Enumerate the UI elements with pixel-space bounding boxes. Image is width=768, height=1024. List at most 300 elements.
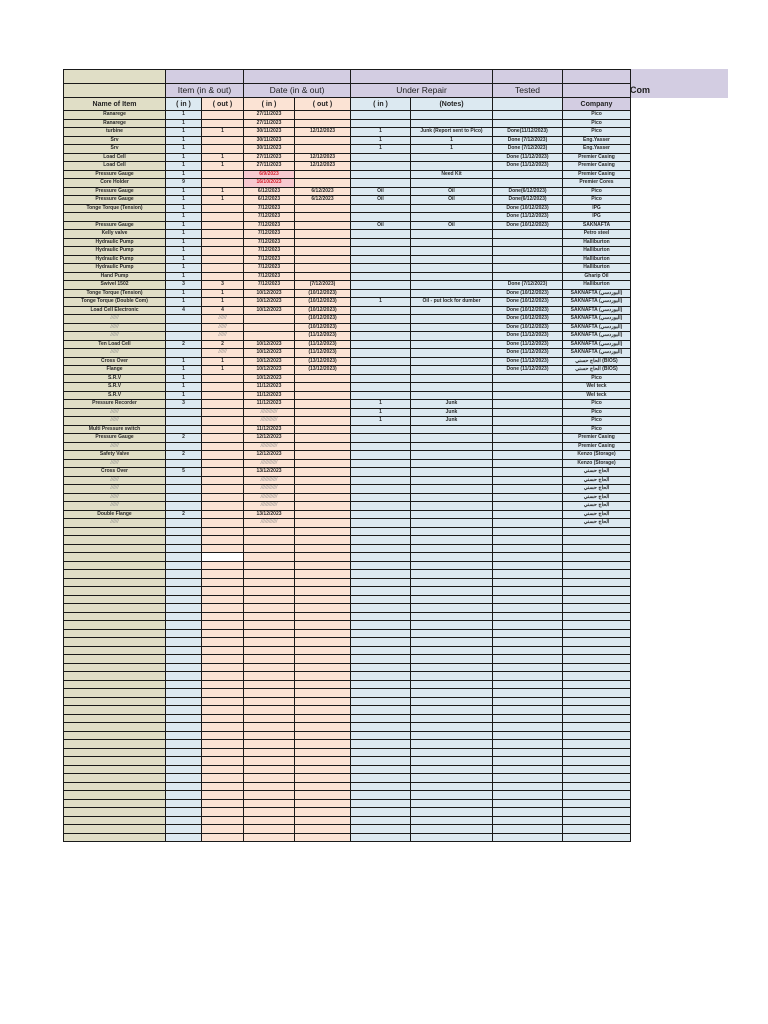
item-out-cell[interactable] bbox=[202, 179, 244, 188]
repair-notes-cell[interactable] bbox=[411, 476, 493, 485]
repair-in-cell[interactable] bbox=[351, 281, 411, 290]
item-out-empty-cell[interactable] bbox=[202, 689, 244, 698]
tested-cell[interactable] bbox=[493, 459, 563, 468]
date-out-cell[interactable]: 6/12/2023 bbox=[295, 196, 351, 205]
company-cell[interactable]: Eng.Yasser bbox=[563, 145, 631, 154]
company-empty-cell[interactable] bbox=[563, 655, 631, 664]
date-out-cell[interactable] bbox=[295, 493, 351, 502]
date-out-cell[interactable]: (10/12/2023) bbox=[295, 306, 351, 315]
item-out-cell[interactable] bbox=[202, 442, 244, 451]
item-name-empty-cell[interactable] bbox=[64, 782, 166, 791]
company-empty-cell[interactable] bbox=[563, 629, 631, 638]
item-in-empty-cell[interactable] bbox=[166, 833, 202, 842]
repair-notes-empty-cell[interactable] bbox=[411, 791, 493, 800]
date-in-empty-cell[interactable] bbox=[244, 689, 295, 698]
company-empty-cell[interactable] bbox=[563, 825, 631, 834]
repair-notes-cell[interactable] bbox=[411, 332, 493, 341]
repair-in-cell[interactable]: 1 bbox=[351, 298, 411, 307]
date-in-cell[interactable]: 13/12/2023 bbox=[244, 510, 295, 519]
date-out-cell[interactable]: 12/12/2023 bbox=[295, 153, 351, 162]
date-in-cell[interactable]: 12/12/2023 bbox=[244, 451, 295, 460]
repair-notes-empty-cell[interactable] bbox=[411, 638, 493, 647]
repair-in-cell[interactable] bbox=[351, 162, 411, 171]
date-in-cell[interactable]: 7/12/2023 bbox=[244, 264, 295, 273]
date-in-empty-cell[interactable] bbox=[244, 833, 295, 842]
company-cell[interactable]: الحاج حسني (BIOS) bbox=[563, 357, 631, 366]
company-empty-cell[interactable] bbox=[563, 808, 631, 817]
item-out-empty-cell[interactable] bbox=[202, 731, 244, 740]
item-name-empty-cell[interactable] bbox=[64, 765, 166, 774]
item-out-empty-cell[interactable] bbox=[202, 816, 244, 825]
repair-notes-cell[interactable]: Junk bbox=[411, 408, 493, 417]
date-in-empty-cell[interactable] bbox=[244, 825, 295, 834]
tested-cell[interactable] bbox=[493, 272, 563, 281]
date-out-empty-cell[interactable] bbox=[295, 612, 351, 621]
item-out-cell[interactable] bbox=[202, 145, 244, 154]
company-cell[interactable]: Pico bbox=[563, 408, 631, 417]
item-out-cell[interactable] bbox=[202, 264, 244, 273]
item-in-empty-cell[interactable] bbox=[166, 621, 202, 630]
item-name-empty-cell[interactable] bbox=[64, 604, 166, 613]
item-in-empty-cell[interactable] bbox=[166, 757, 202, 766]
tested-cell[interactable] bbox=[493, 179, 563, 188]
repair-notes-empty-cell[interactable] bbox=[411, 714, 493, 723]
company-cell[interactable]: Pico bbox=[563, 111, 631, 120]
item-in-empty-cell[interactable] bbox=[166, 782, 202, 791]
date-out-cell[interactable] bbox=[295, 170, 351, 179]
date-in-cell[interactable]: 12/12/2023 bbox=[244, 434, 295, 443]
date-out-cell[interactable]: (10/12/2023) bbox=[295, 323, 351, 332]
company-cell[interactable]: Pico bbox=[563, 417, 631, 426]
item-name-cell[interactable]: ////// bbox=[64, 502, 166, 511]
item-in-empty-cell[interactable] bbox=[166, 536, 202, 545]
item-in-cell[interactable]: 1 bbox=[166, 255, 202, 264]
date-in-cell[interactable] bbox=[244, 315, 295, 324]
item-name-cell[interactable]: Flange bbox=[64, 366, 166, 375]
item-name-cell[interactable]: Srv bbox=[64, 136, 166, 145]
company-cell[interactable]: Wel teck bbox=[563, 383, 631, 392]
item-in-cell[interactable]: 1 bbox=[166, 145, 202, 154]
tested-empty-cell[interactable] bbox=[493, 621, 563, 630]
date-out-cell[interactable] bbox=[295, 459, 351, 468]
date-out-empty-cell[interactable] bbox=[295, 765, 351, 774]
repair-notes-cell[interactable] bbox=[411, 468, 493, 477]
company-cell[interactable]: SAKNAFTA (البوردسي) bbox=[563, 349, 631, 358]
repair-notes-empty-cell[interactable] bbox=[411, 612, 493, 621]
item-in-cell[interactable]: 3 bbox=[166, 400, 202, 409]
tested-cell[interactable]: Done (10/12/2023) bbox=[493, 315, 563, 324]
tested-cell[interactable] bbox=[493, 119, 563, 128]
item-in-empty-cell[interactable] bbox=[166, 527, 202, 536]
repair-in-empty-cell[interactable] bbox=[351, 825, 411, 834]
item-out-cell[interactable] bbox=[202, 119, 244, 128]
company-empty-cell[interactable] bbox=[563, 740, 631, 749]
date-in-cell[interactable]: 10/12/2023 bbox=[244, 298, 295, 307]
date-in-empty-cell[interactable] bbox=[244, 748, 295, 757]
item-in-cell[interactable]: 1 bbox=[166, 204, 202, 213]
tested-cell[interactable]: Done (11/12/2023) bbox=[493, 357, 563, 366]
repair-in-empty-cell[interactable] bbox=[351, 612, 411, 621]
date-in-empty-cell[interactable] bbox=[244, 655, 295, 664]
item-out-cell[interactable] bbox=[202, 493, 244, 502]
date-in-empty-cell[interactable] bbox=[244, 570, 295, 579]
item-name-empty-cell[interactable] bbox=[64, 748, 166, 757]
tested-cell[interactable] bbox=[493, 408, 563, 417]
company-empty-cell[interactable] bbox=[563, 663, 631, 672]
company-empty-cell[interactable] bbox=[563, 544, 631, 553]
repair-in-empty-cell[interactable] bbox=[351, 544, 411, 553]
repair-notes-empty-cell[interactable] bbox=[411, 799, 493, 808]
repair-notes-empty-cell[interactable] bbox=[411, 527, 493, 536]
date-out-empty-cell[interactable] bbox=[295, 621, 351, 630]
date-in-empty-cell[interactable] bbox=[244, 604, 295, 613]
date-out-empty-cell[interactable] bbox=[295, 799, 351, 808]
repair-notes-cell[interactable] bbox=[411, 247, 493, 256]
item-in-cell[interactable] bbox=[166, 425, 202, 434]
item-in-empty-cell[interactable] bbox=[166, 604, 202, 613]
repair-in-empty-cell[interactable] bbox=[351, 833, 411, 842]
item-out-cell[interactable] bbox=[202, 383, 244, 392]
date-out-empty-cell[interactable] bbox=[295, 553, 351, 562]
item-out-empty-cell[interactable] bbox=[202, 774, 244, 783]
repair-in-empty-cell[interactable] bbox=[351, 672, 411, 681]
company-cell[interactable]: الحاج حسني (BIOS) bbox=[563, 366, 631, 375]
item-name-cell[interactable]: ////// bbox=[64, 349, 166, 358]
item-name-empty-cell[interactable] bbox=[64, 825, 166, 834]
repair-notes-empty-cell[interactable] bbox=[411, 553, 493, 562]
item-name-cell[interactable]: Tonge Torque (Double Com) bbox=[64, 298, 166, 307]
item-name-cell[interactable]: Hydraulic Pump bbox=[64, 255, 166, 264]
company-cell[interactable]: SAKNAFTA (البوردسي) bbox=[563, 323, 631, 332]
date-in-cell[interactable]: //////////// bbox=[244, 485, 295, 494]
repair-notes-cell[interactable] bbox=[411, 502, 493, 511]
date-in-empty-cell[interactable] bbox=[244, 629, 295, 638]
item-name-empty-cell[interactable] bbox=[64, 629, 166, 638]
date-out-cell[interactable] bbox=[295, 179, 351, 188]
item-in-cell[interactable]: 1 bbox=[166, 162, 202, 171]
date-out-cell[interactable] bbox=[295, 485, 351, 494]
date-out-cell[interactable]: (11/12/2023) bbox=[295, 349, 351, 358]
tested-cell[interactable] bbox=[493, 391, 563, 400]
item-out-cell[interactable]: 1 bbox=[202, 298, 244, 307]
item-out-cell[interactable] bbox=[202, 451, 244, 460]
item-name-empty-cell[interactable] bbox=[64, 757, 166, 766]
tested-cell[interactable] bbox=[493, 111, 563, 120]
tested-cell[interactable]: Done(11/12/2023) bbox=[493, 128, 563, 137]
repair-in-empty-cell[interactable] bbox=[351, 748, 411, 757]
repair-notes-cell[interactable] bbox=[411, 323, 493, 332]
tested-empty-cell[interactable] bbox=[493, 680, 563, 689]
item-out-empty-cell[interactable] bbox=[202, 612, 244, 621]
repair-in-empty-cell[interactable] bbox=[351, 757, 411, 766]
repair-in-cell[interactable]: Oil bbox=[351, 221, 411, 230]
repair-notes-cell[interactable] bbox=[411, 111, 493, 120]
company-cell[interactable]: Halliburton bbox=[563, 264, 631, 273]
item-out-cell[interactable]: ////// bbox=[202, 323, 244, 332]
company-empty-cell[interactable] bbox=[563, 527, 631, 536]
item-out-empty-cell[interactable] bbox=[202, 706, 244, 715]
company-empty-cell[interactable] bbox=[563, 706, 631, 715]
item-out-empty-cell[interactable] bbox=[202, 663, 244, 672]
item-out-empty-cell[interactable] bbox=[202, 587, 244, 596]
repair-notes-empty-cell[interactable] bbox=[411, 544, 493, 553]
tested-empty-cell[interactable] bbox=[493, 833, 563, 842]
item-name-cell[interactable]: Cross Over bbox=[64, 468, 166, 477]
tested-cell[interactable]: Done (11/12/2023) bbox=[493, 332, 563, 341]
tested-cell[interactable] bbox=[493, 425, 563, 434]
item-name-empty-cell[interactable] bbox=[64, 527, 166, 536]
item-in-empty-cell[interactable] bbox=[166, 578, 202, 587]
tested-empty-cell[interactable] bbox=[493, 561, 563, 570]
item-name-cell[interactable]: Tonge Torque (Tension) bbox=[64, 204, 166, 213]
tested-empty-cell[interactable] bbox=[493, 731, 563, 740]
item-in-empty-cell[interactable] bbox=[166, 561, 202, 570]
date-in-cell[interactable]: 7/12/2023 bbox=[244, 247, 295, 256]
tested-empty-cell[interactable] bbox=[493, 595, 563, 604]
item-name-cell[interactable]: Hydraulic Pump bbox=[64, 247, 166, 256]
repair-notes-cell[interactable]: Oil bbox=[411, 196, 493, 205]
company-empty-cell[interactable] bbox=[563, 587, 631, 596]
item-name-cell[interactable]: Pressure Gauge bbox=[64, 170, 166, 179]
item-out-cell[interactable] bbox=[202, 510, 244, 519]
repair-in-empty-cell[interactable] bbox=[351, 638, 411, 647]
date-in-cell[interactable]: 10/12/2023 bbox=[244, 289, 295, 298]
item-name-cell[interactable]: ////// bbox=[64, 408, 166, 417]
item-out-cell[interactable]: 1 bbox=[202, 357, 244, 366]
tested-empty-cell[interactable] bbox=[493, 553, 563, 562]
item-name-cell[interactable]: Load Cell Electronic bbox=[64, 306, 166, 315]
repair-notes-cell[interactable] bbox=[411, 179, 493, 188]
date-out-empty-cell[interactable] bbox=[295, 595, 351, 604]
company-cell[interactable]: Pico bbox=[563, 128, 631, 137]
item-name-cell[interactable]: Hydraulic Pump bbox=[64, 238, 166, 247]
date-in-empty-cell[interactable] bbox=[244, 765, 295, 774]
tested-cell[interactable]: Done (11/12/2023) bbox=[493, 162, 563, 171]
repair-notes-cell[interactable] bbox=[411, 366, 493, 375]
tested-empty-cell[interactable] bbox=[493, 825, 563, 834]
item-name-cell[interactable]: Double Flange bbox=[64, 510, 166, 519]
item-in-empty-cell[interactable] bbox=[166, 714, 202, 723]
tested-cell[interactable] bbox=[493, 417, 563, 426]
repair-notes-empty-cell[interactable] bbox=[411, 706, 493, 715]
repair-notes-cell[interactable] bbox=[411, 519, 493, 528]
repair-notes-empty-cell[interactable] bbox=[411, 680, 493, 689]
tested-empty-cell[interactable] bbox=[493, 663, 563, 672]
date-in-cell[interactable]: 6/12/2023 bbox=[244, 196, 295, 205]
date-out-cell[interactable] bbox=[295, 417, 351, 426]
date-out-empty-cell[interactable] bbox=[295, 697, 351, 706]
repair-in-cell[interactable] bbox=[351, 170, 411, 179]
date-in-empty-cell[interactable] bbox=[244, 723, 295, 732]
item-name-empty-cell[interactable] bbox=[64, 723, 166, 732]
repair-notes-cell[interactable] bbox=[411, 374, 493, 383]
item-out-cell[interactable] bbox=[202, 136, 244, 145]
item-out-cell[interactable] bbox=[202, 519, 244, 528]
company-cell[interactable]: Pico bbox=[563, 196, 631, 205]
date-out-cell[interactable] bbox=[295, 221, 351, 230]
repair-in-empty-cell[interactable] bbox=[351, 765, 411, 774]
date-out-cell[interactable] bbox=[295, 408, 351, 417]
repair-notes-empty-cell[interactable] bbox=[411, 697, 493, 706]
item-name-cell[interactable]: Pressure Gauge bbox=[64, 196, 166, 205]
item-name-empty-cell[interactable] bbox=[64, 621, 166, 630]
repair-in-cell[interactable]: Oil bbox=[351, 187, 411, 196]
repair-in-cell[interactable]: 1 bbox=[351, 408, 411, 417]
repair-in-cell[interactable] bbox=[351, 264, 411, 273]
repair-notes-cell[interactable] bbox=[411, 204, 493, 213]
date-out-cell[interactable]: (7/12/2023) bbox=[295, 281, 351, 290]
company-cell[interactable]: Pico bbox=[563, 187, 631, 196]
item-in-cell[interactable] bbox=[166, 408, 202, 417]
date-in-empty-cell[interactable] bbox=[244, 680, 295, 689]
company-cell[interactable]: IPG bbox=[563, 213, 631, 222]
company-empty-cell[interactable] bbox=[563, 757, 631, 766]
company-cell[interactable]: الحاج حسني bbox=[563, 519, 631, 528]
company-cell[interactable]: الحاج حسني bbox=[563, 468, 631, 477]
item-name-cell[interactable]: S.R.V bbox=[64, 383, 166, 392]
tested-empty-cell[interactable] bbox=[493, 655, 563, 664]
item-name-empty-cell[interactable] bbox=[64, 570, 166, 579]
item-out-cell[interactable] bbox=[202, 204, 244, 213]
repair-in-cell[interactable] bbox=[351, 153, 411, 162]
repair-notes-cell[interactable] bbox=[411, 213, 493, 222]
item-out-empty-cell[interactable] bbox=[202, 578, 244, 587]
tested-empty-cell[interactable] bbox=[493, 748, 563, 757]
tested-cell[interactable] bbox=[493, 502, 563, 511]
item-out-cell[interactable]: 1 bbox=[202, 366, 244, 375]
tested-empty-cell[interactable] bbox=[493, 706, 563, 715]
item-in-empty-cell[interactable] bbox=[166, 799, 202, 808]
date-out-cell[interactable]: (11/12/2023) bbox=[295, 340, 351, 349]
date-out-cell[interactable] bbox=[295, 442, 351, 451]
repair-notes-empty-cell[interactable] bbox=[411, 578, 493, 587]
repair-notes-empty-cell[interactable] bbox=[411, 740, 493, 749]
item-in-cell[interactable]: 1 bbox=[166, 128, 202, 137]
item-out-cell[interactable] bbox=[202, 374, 244, 383]
company-empty-cell[interactable] bbox=[563, 553, 631, 562]
repair-notes-empty-cell[interactable] bbox=[411, 561, 493, 570]
item-out-cell[interactable]: 1 bbox=[202, 187, 244, 196]
date-out-cell[interactable]: 6/12/2023 bbox=[295, 187, 351, 196]
date-out-empty-cell[interactable] bbox=[295, 757, 351, 766]
date-in-empty-cell[interactable] bbox=[244, 527, 295, 536]
repair-notes-empty-cell[interactable] bbox=[411, 570, 493, 579]
item-out-empty-cell[interactable] bbox=[202, 740, 244, 749]
repair-notes-cell[interactable]: Need Kit bbox=[411, 170, 493, 179]
company-cell[interactable]: Premier Casing bbox=[563, 434, 631, 443]
date-in-empty-cell[interactable] bbox=[244, 544, 295, 553]
item-in-empty-cell[interactable] bbox=[166, 791, 202, 800]
tested-cell[interactable]: Done (7/12/2023) bbox=[493, 145, 563, 154]
company-empty-cell[interactable] bbox=[563, 604, 631, 613]
item-in-cell[interactable] bbox=[166, 502, 202, 511]
repair-in-cell[interactable] bbox=[351, 493, 411, 502]
item-in-cell[interactable]: 1 bbox=[166, 170, 202, 179]
item-name-cell[interactable]: Ranarege bbox=[64, 111, 166, 120]
company-empty-cell[interactable] bbox=[563, 799, 631, 808]
repair-in-cell[interactable] bbox=[351, 111, 411, 120]
repair-notes-cell[interactable] bbox=[411, 230, 493, 239]
item-name-cell[interactable]: ////// bbox=[64, 476, 166, 485]
repair-in-empty-cell[interactable] bbox=[351, 791, 411, 800]
item-in-empty-cell[interactable] bbox=[166, 740, 202, 749]
date-in-cell[interactable]: 27/11/2023 bbox=[244, 111, 295, 120]
item-in-empty-cell[interactable] bbox=[166, 816, 202, 825]
repair-in-empty-cell[interactable] bbox=[351, 689, 411, 698]
date-in-empty-cell[interactable] bbox=[244, 595, 295, 604]
tested-empty-cell[interactable] bbox=[493, 782, 563, 791]
repair-in-cell[interactable] bbox=[351, 434, 411, 443]
tested-cell[interactable] bbox=[493, 247, 563, 256]
item-out-empty-cell[interactable] bbox=[202, 782, 244, 791]
item-out-empty-cell[interactable] bbox=[202, 561, 244, 570]
tested-cell[interactable]: Done (10/12/2023) bbox=[493, 306, 563, 315]
repair-notes-cell[interactable]: Oil - put lock for dumber bbox=[411, 298, 493, 307]
date-out-cell[interactable] bbox=[295, 255, 351, 264]
company-cell[interactable]: Pico bbox=[563, 119, 631, 128]
repair-in-cell[interactable] bbox=[351, 425, 411, 434]
company-cell[interactable]: Pico bbox=[563, 374, 631, 383]
item-in-empty-cell[interactable] bbox=[166, 689, 202, 698]
date-out-cell[interactable] bbox=[295, 374, 351, 383]
company-empty-cell[interactable] bbox=[563, 570, 631, 579]
item-in-cell[interactable]: 1 bbox=[166, 264, 202, 273]
company-empty-cell[interactable] bbox=[563, 612, 631, 621]
item-out-empty-cell[interactable] bbox=[202, 621, 244, 630]
date-out-empty-cell[interactable] bbox=[295, 731, 351, 740]
repair-notes-cell[interactable] bbox=[411, 510, 493, 519]
date-out-cell[interactable] bbox=[295, 119, 351, 128]
tested-cell[interactable]: Done (7/12/2023) bbox=[493, 281, 563, 290]
repair-in-cell[interactable] bbox=[351, 179, 411, 188]
item-name-cell[interactable]: ////// bbox=[64, 323, 166, 332]
item-in-empty-cell[interactable] bbox=[166, 825, 202, 834]
item-in-cell[interactable]: 1 bbox=[166, 357, 202, 366]
company-empty-cell[interactable] bbox=[563, 638, 631, 647]
date-in-cell[interactable]: 6/9/2023 bbox=[244, 170, 295, 179]
company-cell[interactable]: الحاج حسني bbox=[563, 476, 631, 485]
item-in-empty-cell[interactable] bbox=[166, 765, 202, 774]
date-out-empty-cell[interactable] bbox=[295, 604, 351, 613]
item-in-cell[interactable] bbox=[166, 485, 202, 494]
company-cell[interactable]: SAKNAFTA (البوردسي) bbox=[563, 340, 631, 349]
item-in-cell[interactable]: 2 bbox=[166, 340, 202, 349]
repair-notes-cell[interactable] bbox=[411, 119, 493, 128]
item-in-cell[interactable]: 1 bbox=[166, 238, 202, 247]
repair-in-cell[interactable] bbox=[351, 476, 411, 485]
date-in-empty-cell[interactable] bbox=[244, 578, 295, 587]
company-empty-cell[interactable] bbox=[563, 774, 631, 783]
date-in-cell[interactable]: 13/12/2023 bbox=[244, 468, 295, 477]
date-in-cell[interactable]: //////////// bbox=[244, 442, 295, 451]
company-cell[interactable]: Wel teck bbox=[563, 391, 631, 400]
repair-notes-empty-cell[interactable] bbox=[411, 808, 493, 817]
repair-in-cell[interactable]: 1 bbox=[351, 417, 411, 426]
repair-in-empty-cell[interactable] bbox=[351, 808, 411, 817]
repair-in-cell[interactable] bbox=[351, 272, 411, 281]
tested-empty-cell[interactable] bbox=[493, 816, 563, 825]
date-out-empty-cell[interactable] bbox=[295, 527, 351, 536]
tested-empty-cell[interactable] bbox=[493, 544, 563, 553]
item-in-cell[interactable]: 1 bbox=[166, 272, 202, 281]
item-out-cell[interactable] bbox=[202, 425, 244, 434]
repair-in-empty-cell[interactable] bbox=[351, 621, 411, 630]
item-in-cell[interactable]: 1 bbox=[166, 247, 202, 256]
item-out-cell[interactable]: ////// bbox=[202, 349, 244, 358]
item-in-cell[interactable]: 2 bbox=[166, 434, 202, 443]
repair-notes-cell[interactable] bbox=[411, 153, 493, 162]
date-in-cell[interactable]: 10/12/2023 bbox=[244, 340, 295, 349]
